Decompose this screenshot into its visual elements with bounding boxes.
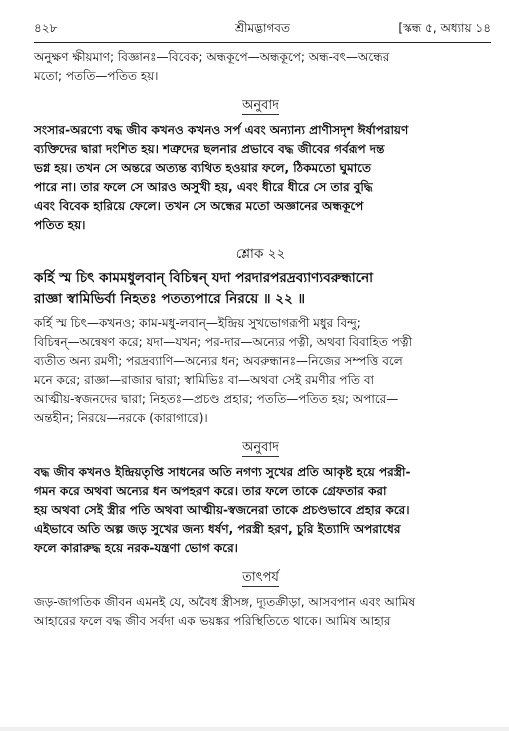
- text-line: হয় অথবা সেই স্ত্রীর পতি অথবা আত্মীয়-স্বজনেরা তাকে প্রচণ্ডভাবে প্রহার করে।: [34, 503, 410, 517]
- text-line: ব্যক্তিদের দ্বারা দংশিত হয়। শত্রুদের ছলনার প্রভাবে বদ্ধ জীবের গর্বরূপ দন্ত: [34, 142, 385, 156]
- synonyms-block: [34, 314, 487, 428]
- text-line: বিচিন্বন্—অন্বেষণ করে; যদা—যখন; পর-দার—অন্যের পত্নী, অথবা বিবাহিত পত্নী: [34, 335, 413, 349]
- book-title: শ্রীমদ্ভাগবত: [234, 21, 290, 35]
- translation-paragraph: [34, 121, 487, 235]
- text-line: জড়-জাগতিক জীবন এমনই যে, অবৈধ স্ত্রীসঙ্গ, দ্যূতক্রীড়া, আসবপান এবং আমিষ: [34, 595, 416, 609]
- page-header: [34, 20, 491, 40]
- text-line: মতো; পততি—পতিত হয়।: [34, 69, 159, 83]
- page-number: ৪২৮: [34, 21, 58, 35]
- text-line: ব্যতীত অন্য রমণী; পরদ্রব্যাণি—অন্যের ধন; অবরুন্ধানঃ—নিজের সম্পত্তি বলে: [34, 354, 403, 368]
- chapter-reference: [স্কন্ধ ৫, অধ্যায় ১৪: [398, 21, 491, 35]
- text-line: ফলে কারারুদ্ধ হয়ে নরক-যন্ত্রণা ভোগ করে।: [34, 541, 238, 555]
- verse-line: কর্হি স্ম চিৎ কামমধুলবান্ বিচিন্বন্ যদা পরদারপরদ্রব্যাণ্যবরুন্ধানো: [34, 270, 374, 286]
- page-content: [34, 48, 487, 631]
- purport-heading: তাৎপর্য: [242, 570, 279, 585]
- text-line: বদ্ধ জীব কখনও ইন্দ্রিয়তৃপ্তি সাধনের অতি নগণ্য সুখের প্রতি আকৃষ্ট হয়ে পরস্ত্রী-: [34, 465, 411, 479]
- verse-line: রাজ্ঞা স্বামিভির্বা নিহতঃ পতত্যপারে নিরয়ে ॥ ২২ ॥: [34, 291, 306, 307]
- text-line: আত্মীয়-স্বজনদের দ্বারা; নিহতঃ—প্রচণ্ড প্রহার; পততি—পতিত হয়; অপারে—: [34, 392, 399, 406]
- header-rule: [34, 42, 491, 43]
- text-line: এবং বিবেক হারিয়ে ফেলে। তখন সে অন্ধের মতো অজ্ঞানের অন্ধকূপে: [34, 199, 364, 213]
- translation-heading: অনুবাদ: [242, 440, 279, 455]
- text-line: অন্তহীন; নিরয়ে—নরকে (কারাগারে)।: [34, 411, 208, 425]
- verse-block: [34, 268, 487, 310]
- text-line: এইভাবে অতি অল্প জড় সুখের জন্য ধর্ষণ, পরস্ত্রী হরণ, চুরি ইত্যাদি অপরাধের: [34, 522, 401, 536]
- text-line: গমন করে অথবা অন্যের ধন অপহরণ করে। তার ফলে তাকে গ্রেফতার করা: [34, 484, 387, 498]
- text-line: পারে না। তার ফলে সে আরও অসুখী হয়, এবং ধীরে ধীরে সে তার বুদ্ধি: [34, 180, 373, 194]
- text-line: আহারের ফলে বদ্ধ জীব সর্বদা এক ভয়ঙ্কর পরিস্থিতিতে থাকে। আমিষ আহার: [34, 614, 391, 628]
- page-bottom-edge: [0, 727, 509, 731]
- synonyms-continued: [34, 48, 487, 86]
- text-line: ভগ্ন হয়। তখন সে অন্তরে অত্যন্ত ব্যথিত হওয়ার ফলে, ঠিকমতো ঘুমাতে: [34, 161, 372, 175]
- text-line: অনুক্ষণ ক্ষীয়মাণ; বিজ্ঞানঃ—বিবেক; অন্ধকূপে—অন্ধকূপে; অন্ধ-বৎ—অন্ধের: [34, 50, 390, 64]
- translation-heading: অনুবাদ: [242, 98, 279, 113]
- text-line: সংসার-অরণ্যে বদ্ধ জীব কখনও কখনও সর্প এবং অন্যান্য প্রাণীসদৃশ ঈর্ষাপরায়ণ: [34, 123, 409, 137]
- text-line: পতিত হয়।: [34, 218, 86, 232]
- translation-paragraph: [34, 463, 487, 558]
- sloka-heading: শ্লোক ২২: [235, 246, 286, 262]
- purport-paragraph: [34, 593, 487, 631]
- text-line: মনে করে; রাজ্ঞা—রাজার দ্বারা; স্বামিভিঃ বা—অথবা সেই রমণীর পতি বা: [34, 373, 374, 387]
- text-line: কর্হি স্ম চিৎ—কখনও; কাম-মধু-লবান্—ইন্দ্রিয় সুখভোগরূপী মধুর বিন্দু;: [34, 316, 361, 330]
